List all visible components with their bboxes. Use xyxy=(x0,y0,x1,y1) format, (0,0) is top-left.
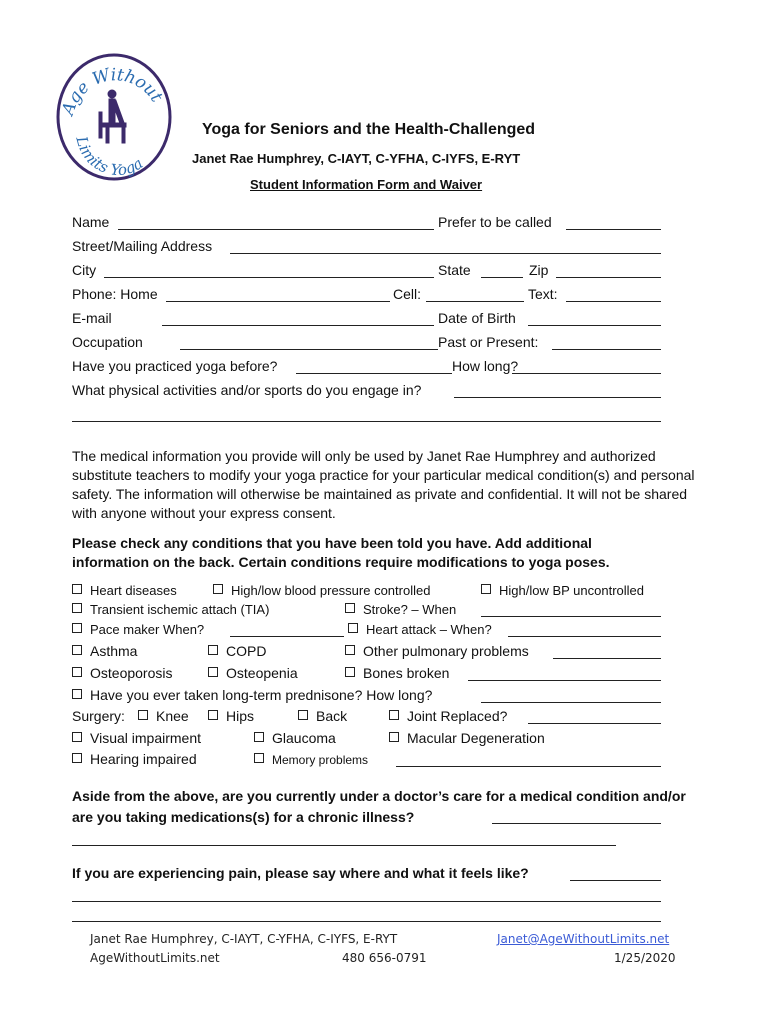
stroke-when-field[interactable] xyxy=(481,616,661,617)
checkbox-macular-degeneration[interactable]: Macular Degeneration xyxy=(389,730,545,746)
checkbox-icon[interactable] xyxy=(72,584,82,594)
bones-broken-field[interactable] xyxy=(468,680,661,681)
checkbox-icon[interactable] xyxy=(138,710,148,720)
checkbox-back[interactable]: Back xyxy=(298,708,347,724)
state-field[interactable] xyxy=(481,277,523,278)
practiced-yoga-field[interactable] xyxy=(296,373,452,374)
checkbox-visual-impairment[interactable]: Visual impairment xyxy=(72,730,201,746)
logo-arc-top-text: Age Without xyxy=(58,65,167,118)
dob-field[interactable] xyxy=(528,325,661,326)
form-subtitle: Student Information Form and Waiver xyxy=(250,177,483,192)
checkbox-hearing-impaired[interactable]: Hearing impaired xyxy=(72,751,197,767)
medical-privacy-notice: The medical information you provide will only be used by Janet Rae Humphrey and authorized substitute teachers to modify your yoga practice for your particular medical condition(s) and personal safety. The information will otherwise be maintained as private and confidential. It will not be shared with anyone without your express consent. xyxy=(72,448,695,521)
state-label: State xyxy=(438,262,471,278)
checkbox-icon[interactable] xyxy=(208,645,218,655)
occupation-label: Occupation xyxy=(72,334,143,350)
checkbox-bones-broken[interactable]: Bones broken xyxy=(345,665,449,681)
checkbox-icon[interactable] xyxy=(348,623,358,633)
footer-instructor-name: Janet Rae Humphrey, C-IAYT, C-YFHA, C-IYFS, E-RYT xyxy=(90,932,398,946)
checkbox-icon[interactable] xyxy=(345,667,355,677)
checkbox-icon[interactable] xyxy=(208,667,218,677)
text-label: Text: xyxy=(528,286,558,302)
footer-website: AgeWithoutLimits.net xyxy=(90,951,220,965)
city-field[interactable] xyxy=(104,277,434,278)
checkbox-heart-diseases[interactable]: Heart diseases xyxy=(72,583,177,598)
checkbox-prednisone[interactable]: Have you ever taken long-term prednisone? How long? xyxy=(72,687,432,703)
street-label: Street/Mailing Address xyxy=(72,238,213,254)
checkbox-asthma[interactable]: Asthma xyxy=(72,643,137,659)
past-present-field[interactable] xyxy=(552,349,661,350)
checkbox-icon[interactable] xyxy=(389,732,399,742)
doctor-care-question: Aside from the above, are you currently under a doctor’s care for a medical condition and/or are you taking medications(s) for a chronic illness? xyxy=(72,788,686,825)
checkbox-icon[interactable] xyxy=(298,710,308,720)
city-label: City xyxy=(72,262,97,278)
checkbox-icon[interactable] xyxy=(389,710,399,720)
checkbox-pacemaker[interactable]: Pace maker When? xyxy=(72,622,204,637)
checkbox-glaucoma[interactable]: Glaucoma xyxy=(254,730,336,746)
past-present-label: Past or Present: xyxy=(438,334,539,350)
street-field[interactable] xyxy=(230,253,661,254)
checkbox-other-pulmonary[interactable]: Other pulmonary problems xyxy=(345,643,529,659)
surgery-label: Surgery: xyxy=(72,708,125,724)
footer-email-link[interactable]: Janet@AgeWithoutLimits.net xyxy=(497,932,670,946)
instructor-credentials: Janet Rae Humphrey, C-IAYT, C-YFHA, C-IYFS, E-RYT xyxy=(192,151,521,166)
checkbox-memory-problems[interactable]: Memory problems xyxy=(254,753,368,767)
activities-field-line-2[interactable] xyxy=(72,421,661,422)
memory-problems-field[interactable] xyxy=(396,766,661,767)
pacemaker-when-field[interactable] xyxy=(230,636,344,637)
email-label: E-mail xyxy=(72,310,112,326)
pain-field-line-2[interactable] xyxy=(72,901,661,902)
activities-field[interactable] xyxy=(454,397,661,398)
checkbox-osteoporosis[interactable]: Osteoporosis xyxy=(72,665,172,681)
how-long-field[interactable] xyxy=(512,373,661,374)
cell-field[interactable] xyxy=(426,301,524,302)
logo-arc-bottom-text: Limits Yoga xyxy=(72,134,147,180)
checkbox-icon[interactable] xyxy=(72,623,82,633)
occupation-field[interactable] xyxy=(180,349,438,350)
checkbox-icon[interactable] xyxy=(213,584,223,594)
chair-yoga-figure-icon xyxy=(99,90,126,143)
prednisone-how-long-field[interactable] xyxy=(481,702,661,703)
how-long-label: How long? xyxy=(452,358,519,374)
phone-home-field[interactable] xyxy=(166,301,390,302)
footer-date: 1/25/2020 xyxy=(614,951,676,965)
checkbox-stroke[interactable]: Stroke? – When xyxy=(345,602,456,617)
checkbox-joint-replaced[interactable]: Joint Replaced? xyxy=(389,708,507,724)
text-field[interactable] xyxy=(566,301,661,302)
checkbox-icon[interactable] xyxy=(345,603,355,613)
prefer-field[interactable] xyxy=(566,229,661,230)
doctor-care-field[interactable] xyxy=(492,823,661,824)
checkbox-icon[interactable] xyxy=(345,645,355,655)
checkbox-icon[interactable] xyxy=(72,689,82,699)
pain-question: If you are experiencing pain, please say where and what it feels like? xyxy=(72,865,529,881)
practiced-yoga-label: Have you practiced yoga before? xyxy=(72,358,278,374)
checkbox-icon[interactable] xyxy=(72,753,82,763)
checkbox-icon[interactable] xyxy=(72,645,82,655)
checkbox-tia[interactable]: Transient ischemic attach (TIA) xyxy=(72,602,269,617)
doctor-care-field-line-2[interactable] xyxy=(72,845,616,846)
conditions-instruction: Please check any conditions that you have been told you have. Add additional information on the back. Certain conditions require modifications to yoga poses. xyxy=(72,535,610,570)
checkbox-hbp-controlled[interactable]: High/low blood pressure controlled xyxy=(213,583,430,598)
checkbox-copd[interactable]: COPD xyxy=(208,643,266,659)
zip-label: Zip xyxy=(529,262,549,278)
checkbox-icon[interactable] xyxy=(254,732,264,742)
checkbox-hbp-uncontrolled[interactable]: High/low BP uncontrolled xyxy=(481,583,644,598)
checkbox-icon[interactable] xyxy=(72,732,82,742)
checkbox-icon[interactable] xyxy=(254,753,264,763)
cell-label: Cell: xyxy=(393,286,422,302)
dob-label: Date of Birth xyxy=(438,310,516,326)
checkbox-hips[interactable]: Hips xyxy=(208,708,254,724)
prefer-label: Prefer to be called xyxy=(438,214,552,230)
joint-replaced-field[interactable] xyxy=(528,723,661,724)
pain-field[interactable] xyxy=(570,880,661,881)
checkbox-knee[interactable]: Knee xyxy=(138,708,189,724)
checkbox-icon[interactable] xyxy=(208,710,218,720)
email-field[interactable] xyxy=(162,325,434,326)
checkbox-icon[interactable] xyxy=(72,603,82,613)
name-field[interactable] xyxy=(118,229,434,230)
phone-home-label: Phone: Home xyxy=(72,286,158,302)
activities-label: What physical activities and/or sports do you engage in? xyxy=(72,382,422,398)
checkbox-heart-attack[interactable]: Heart attack – When? xyxy=(348,622,492,637)
heart-attack-when-field[interactable] xyxy=(508,636,661,637)
name-label: Name xyxy=(72,214,110,230)
pain-field-line-3[interactable] xyxy=(72,921,661,922)
checkbox-osteopenia[interactable]: Osteopenia xyxy=(208,665,298,681)
checkbox-icon[interactable] xyxy=(481,584,491,594)
footer-phone: 480 656-0791 xyxy=(342,951,427,965)
checkbox-icon[interactable] xyxy=(72,667,82,677)
form-title: Yoga for Seniors and the Health-Challenged xyxy=(202,121,536,138)
age-without-limits-logo xyxy=(54,50,174,184)
zip-field[interactable] xyxy=(556,277,661,278)
other-pulmonary-field[interactable] xyxy=(553,658,661,659)
